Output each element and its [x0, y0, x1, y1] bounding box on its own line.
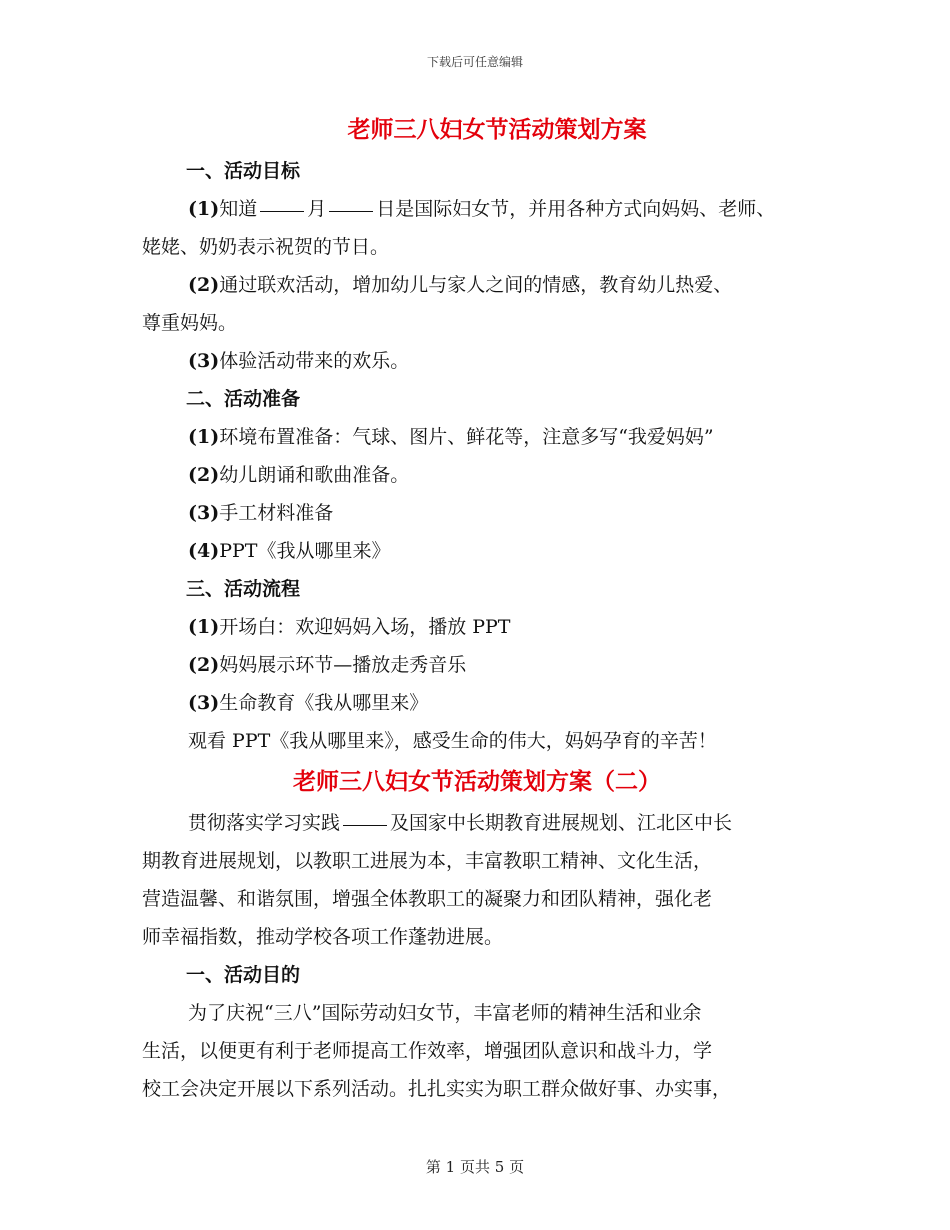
- list-item: [142, 608, 812, 646]
- item-text: PPT《我从哪里来》: [219, 540, 391, 562]
- item-number: (3): [188, 502, 220, 524]
- item-number: (1): [188, 426, 220, 448]
- fill-blank: [329, 210, 373, 212]
- section-heading-purpose: 一、活动目的: [186, 964, 301, 986]
- item-number: (1): [188, 198, 220, 220]
- list-item: [142, 646, 812, 684]
- item-continuation: 尊重妈妈。: [142, 312, 238, 334]
- item-text: 知道: [219, 198, 258, 220]
- document-body: [142, 112, 812, 1108]
- item-text: 月: [307, 198, 327, 220]
- item-number: (3): [188, 692, 220, 714]
- page-footer-number: 第 1 页共 5 页: [425, 1158, 525, 1176]
- document-title: 老师三八妇女节活动策划方案: [347, 116, 647, 143]
- item-number: (2): [188, 654, 220, 676]
- item-number: (1): [188, 616, 220, 638]
- list-item: [142, 190, 812, 228]
- list-item: [142, 342, 812, 380]
- section-heading-process: 三、活动流程: [186, 578, 301, 600]
- item-number: (3): [188, 350, 220, 372]
- list-item: [142, 456, 812, 494]
- paragraph-line: [142, 804, 812, 842]
- item-text: 环境布置准备：气球、图片、鲜花等，注意多写“我爱妈妈”: [219, 426, 714, 448]
- paragraph-line: 师幸福指数，推动学校各项工作蓬勃进展。: [142, 926, 504, 948]
- paragraph-line: 为了庆祝“三八”国际劳动妇女节，丰富老师的精神生活和业余: [188, 1002, 702, 1024]
- item-text: 体验活动带来的欢乐。: [219, 350, 410, 372]
- item-text: 开场白：欢迎妈妈入场，播放 PPT: [219, 616, 511, 638]
- list-item: [142, 494, 812, 532]
- fill-blank: [343, 824, 387, 826]
- para-text: 及国家中长期教育进展规划、江北区中长: [390, 812, 733, 834]
- section-heading-preparation: 二、活动准备: [186, 388, 301, 410]
- item-number: (4): [188, 540, 220, 562]
- list-item: [142, 684, 812, 722]
- paragraph: 观看 PPT《我从哪里来》，感受生命的伟大，妈妈孕育的辛苦！: [188, 730, 717, 752]
- section-heading-goals: 一、活动目标: [186, 160, 301, 182]
- paragraph-line: 期教育进展规划，以教职工进展为本，丰富教职工精神、文化生活，: [142, 850, 713, 872]
- item-number: (2): [188, 464, 220, 486]
- item-text: 妈妈展示环节—播放走秀音乐: [219, 654, 467, 676]
- item-text: 日是国际妇女节，并用各种方式向妈妈、老师、: [376, 198, 776, 220]
- item-text: 幼儿朗诵和歌曲准备。: [219, 464, 410, 486]
- paragraph-line: 营造温馨、和谐氛围，增强全体教职工的凝聚力和团队精神，强化老: [142, 888, 713, 910]
- list-item: [142, 418, 812, 456]
- item-text: 生命教育《我从哪里来》: [219, 692, 429, 714]
- item-continuation: 姥姥、奶奶表示祝贺的节日。: [142, 236, 390, 258]
- item-text: 通过联欢活动，增加幼儿与家人之间的情感，教育幼儿热爱、: [219, 274, 733, 296]
- document-title-second: 老师三八妇女节活动策划方案（二）: [293, 768, 661, 795]
- paragraph-line: 校工会决定开展以下系列活动。扎扎实实为职工群众做好事、办实事，: [142, 1078, 732, 1100]
- list-item: [142, 266, 812, 304]
- item-number: (2): [188, 274, 220, 296]
- paragraph-line: 生活，以便更有利于老师提高工作效率，增强团队意识和战斗力，学: [142, 1040, 713, 1062]
- page-header-note: 下载后可任意编辑: [426, 55, 523, 69]
- item-text: 手工材料准备: [219, 502, 334, 524]
- fill-blank: [260, 210, 304, 212]
- para-text: 贯彻落实学习实践: [188, 812, 341, 834]
- list-item: [142, 532, 812, 570]
